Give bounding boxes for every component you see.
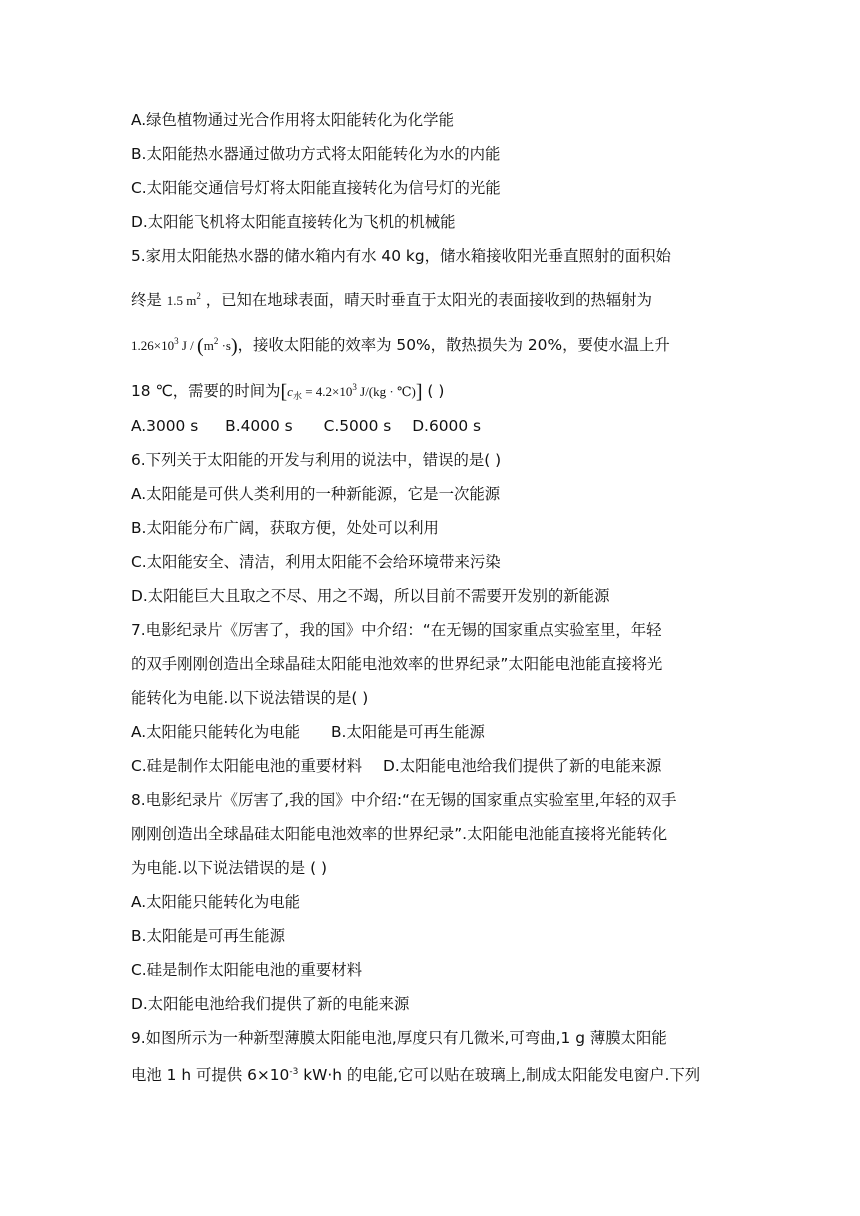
q8-stem-line-1: 8.电影纪录片《厉害了,我的国》中介绍:“在无锡的国家重点实验室里,年轻的双手 — [131, 791, 677, 809]
q6-option-a: A.太阳能是可供人类利用的一种新能源，它是一次能源 — [131, 485, 501, 503]
q5-text-mid: ，已知在地球表面，晴天时垂直于太阳光的表面接收到的热辐射为 — [205, 291, 653, 309]
q5-stem-line-2 — [131, 285, 760, 312]
area-formula — [167, 285, 201, 312]
q4-option-b: B.太阳能热水器通过做功方式将太阳能转化为水的内能 — [131, 145, 501, 163]
q8-option-b: B.太阳能是可再生能源 — [131, 927, 285, 945]
q7-option-a: A.太阳能只能转化为电能 — [131, 723, 301, 741]
c-exponent: 3 — [352, 382, 357, 392]
c-symbol: c — [287, 384, 293, 399]
radiation-formula: $1.26\times 10^3$ $J / (m^2 \cdot s)$ — [131, 335, 238, 357]
q5-option-b: B.4000 s — [225, 417, 293, 435]
q6-option-d: D.太阳能巨大且取之不尽、用之不竭，所以目前不需要开发别的新能源 — [131, 587, 610, 605]
q5-option-a: A.3000 s — [131, 417, 199, 435]
q7-stem-line-2: 的双手刚刚创造出全球晶硅太阳能电池效率的世界纪录”太阳能电池能直接将光 — [131, 655, 663, 673]
rad-exponent: 3 — [174, 336, 179, 346]
q8-stem-line-3: 为电能.以下说法错误的是 ( ) — [131, 859, 327, 877]
rad-unit-tail: ·s — [218, 338, 231, 353]
q7-stem-line-3: 能转化为电能.以下说法错误的是( ) — [131, 689, 369, 707]
q6-option-c: C.太阳能安全、清洁，利用太阳能不会给环境带来污染 — [131, 553, 501, 571]
q6-stem: 6.下列关于太阳能的开发与利用的说法中，错误的是( ) — [131, 451, 502, 469]
q7-stem-line-1: 7.电影纪录片《厉害了，我的国》中介绍：“在无锡的国家重点实验室里，年轻 — [131, 621, 662, 639]
c-subscript: 水 — [292, 391, 302, 401]
q6-option-b: B.太阳能分布广阔，获取方便，处处可以利用 — [131, 519, 439, 537]
q5-stem-line-4 — [131, 376, 760, 407]
q9-stem-line-2 — [131, 1061, 760, 1086]
q5-stem-line-1: 5.家用太阳能热水器的储水箱内有水 40 kg，储水箱接收阳光垂直照射的面积始 — [131, 247, 671, 265]
c-value: = 4.2×10 — [301, 384, 353, 399]
q9-stem-line-1: 9.如图所示为一种新型薄膜太阳能电池,厚度只有几微米,可弯曲,1 g 薄膜太阳能 — [131, 1029, 667, 1047]
q5-text-time: 18 ℃，需要的时间为 — [131, 382, 281, 400]
rad-unit-inner: m — [203, 338, 214, 353]
q5-text-prefix: 终是 — [131, 291, 162, 309]
q5-stem-line-3 — [131, 330, 760, 357]
q8-option-a: A.太阳能只能转化为电能 — [131, 893, 301, 911]
c-unit: J/(kg · ℃) — [356, 384, 416, 399]
q7-option-d: D.太阳能电池给我们提供了新的电能来源 — [383, 757, 662, 775]
rad-value: 1.26×10 — [131, 338, 175, 353]
area-exponent: 2 — [196, 291, 201, 301]
q8-stem-line-2: 刚刚创造出全球晶硅太阳能电池效率的世界纪录”.太阳能电池能直接将光能转化 — [131, 825, 668, 843]
rad-unit: J / — [178, 338, 198, 353]
q4-option-d: D.太阳能飞机将太阳能直接转化为飞机的机械能 — [131, 213, 456, 231]
q7-options-ab — [131, 721, 760, 743]
q9-text-energy: 电池 1 h 可提供 6×10 — [131, 1066, 290, 1084]
area-value: 1.5 m — [166, 293, 197, 308]
q7-option-b: B.太阳能是可再生能源 — [330, 723, 485, 741]
q4-option-a: A.绿色植物通过光合作用将太阳能转化为化学能 — [131, 111, 454, 129]
specific-heat-formula: [$c_水 = 4.2\times 10^3$ J/(kg · ℃)] — [280, 381, 423, 403]
q9-text-rest: kW·h 的电能,它可以贴在玻璃上,制成太阳能发电窗户.下列 — [298, 1066, 701, 1084]
q4-option-c: C.太阳能交通信号灯将太阳能直接转化为信号灯的光能 — [131, 179, 501, 197]
q9-exponent: -3 — [289, 1067, 299, 1077]
q5-option-c: C.5000 s — [323, 417, 392, 435]
q5-options — [131, 415, 760, 437]
q5-answer-blank: ( ) — [427, 382, 445, 400]
q8-option-d: D.太阳能电池给我们提供了新的电能来源 — [131, 995, 410, 1013]
q7-option-c: C.硅是制作太阳能电池的重要材料 — [131, 757, 363, 775]
q5-option-d: D.6000 s — [412, 417, 482, 435]
q8-option-c: C.硅是制作太阳能电池的重要材料 — [131, 961, 363, 979]
q7-options-cd — [131, 755, 760, 777]
rad-unit-inner-exp: 2 — [213, 336, 219, 346]
q5-text-efficiency: ，接收太阳能的效率为 50%，散热损失为 20%，要使水温上升 — [237, 336, 670, 354]
